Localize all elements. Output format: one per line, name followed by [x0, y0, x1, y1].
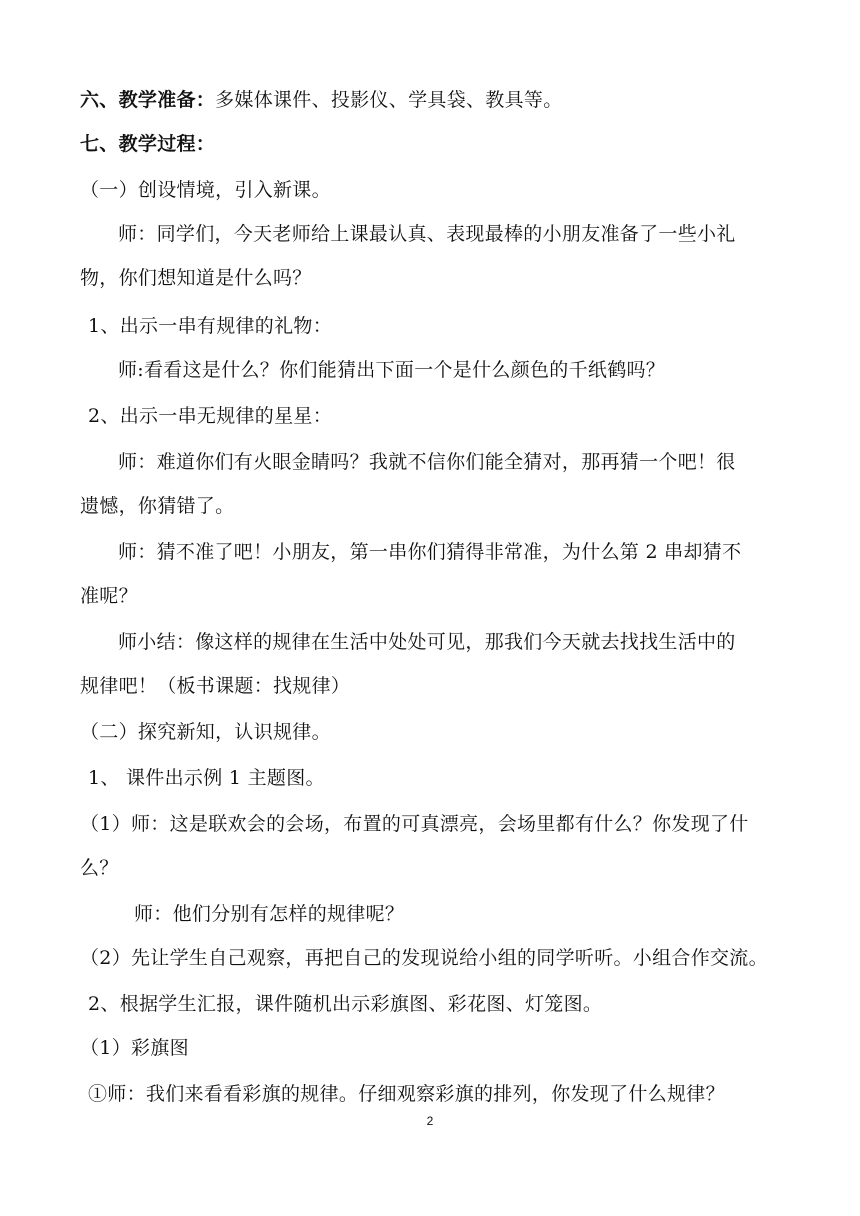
paragraph-line: 物，你们想知道是什么吗？: [80, 267, 312, 289]
section-heading-1: （一）创设情境，引入新课。: [80, 179, 331, 201]
prep-heading: 六、教学准备：: [80, 89, 216, 111]
process-heading: 七、教学过程：: [80, 133, 216, 155]
list-item: 1、 课件出示例 1 主题图。: [88, 767, 325, 789]
prep-line: [80, 88, 563, 112]
list-item: 2、出示一串无规律的星星：: [88, 405, 332, 427]
page-number: 2: [426, 1114, 434, 1128]
paragraph-line: ①师：我们来看看彩旗的规律。仔细观察彩旗的排列，你发现了什么规律？: [88, 1083, 725, 1105]
paragraph-line: （1）师：这是联欢会的会场，布置的可真漂亮，会场里都有什么？你发现了什: [80, 813, 749, 835]
paragraph-line: （2）先让学生自己观察，再把自己的发现说给小组的同学听听。小组合作交流。: [80, 947, 768, 969]
paragraph-line: 师：猜不准了吧！小朋友，第一串你们猜得非常准，为什么第 2 串却猜不: [118, 541, 742, 563]
list-item: 1、出示一串有规律的礼物：: [88, 315, 332, 337]
paragraph-line: （1）彩旗图: [80, 1037, 189, 1059]
paragraph-line: 师：他们分别有怎样的规律呢？: [134, 903, 405, 925]
list-item: 2、根据学生汇报，课件随机出示彩旗图、彩花图、灯笼图。: [88, 993, 603, 1015]
section-heading-2: （二）探究新知，认识规律。: [80, 721, 331, 743]
paragraph-line: 师：难道你们有火眼金睛吗？我就不信你们能全猜对，那再猜一个吧！很: [118, 451, 736, 473]
paragraph-line: 么？: [80, 857, 119, 879]
paragraph-line: 师:看看这是什么？你们能猜出下面一个是什么颜色的千纸鹤吗？: [118, 359, 666, 381]
paragraph-line: 规律吧！（板书课题：找规律）: [80, 675, 351, 697]
paragraph-line: 准呢？: [80, 585, 138, 607]
paragraph-line: 遗憾，你猜错了。: [80, 495, 235, 517]
paragraph-line: 师小结：像这样的规律在生活中处处可见，那我们今天就去找找生活中的: [118, 631, 736, 653]
prep-text: 多媒体课件、投影仪、学具袋、教具等。: [215, 89, 563, 111]
paragraph-line: 师：同学们，今天老师给上课最认真、表现最棒的小朋友准备了一些小礼: [118, 223, 736, 245]
